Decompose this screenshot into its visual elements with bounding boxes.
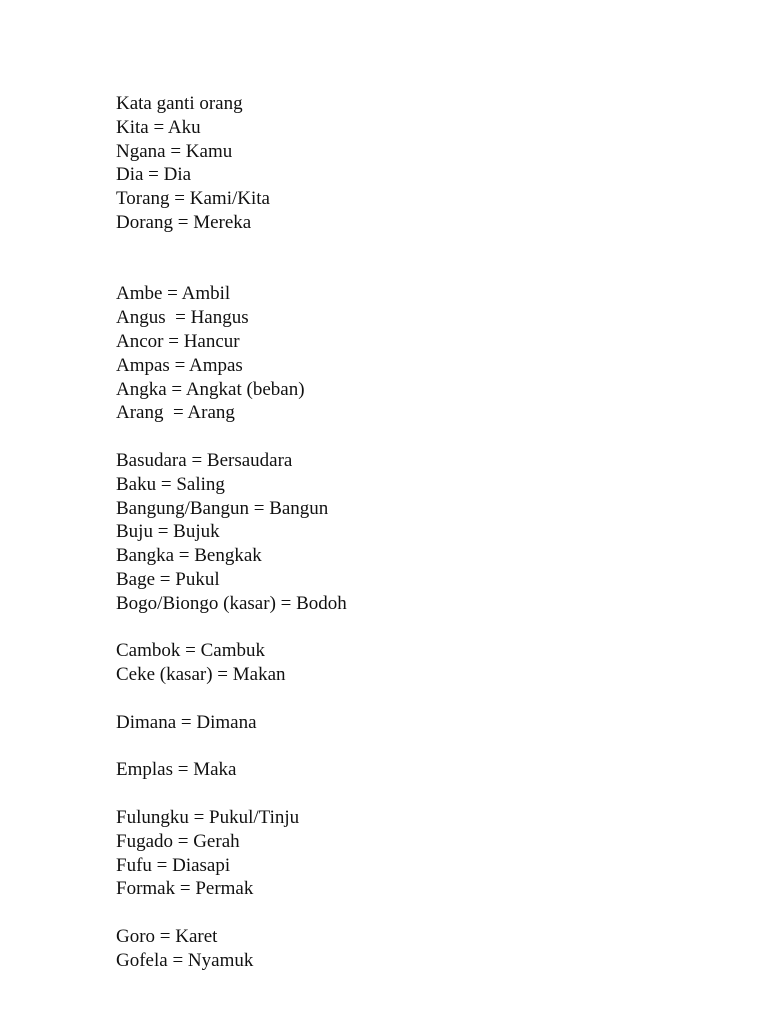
entry: Ancor = Hancur — [116, 330, 240, 352]
entry: Torang = Kami/Kita — [116, 188, 270, 210]
entry: Formak = Permak — [116, 878, 254, 900]
blank-lines — [116, 235, 347, 283]
blank-line — [116, 616, 347, 640]
entry: Bogo/Biongo (kasar) = Bodoh — [116, 592, 347, 614]
section-d — [116, 711, 347, 735]
entry: Goro = Karet — [116, 925, 218, 947]
entry: Kita = Aku — [116, 116, 201, 138]
section-a — [116, 282, 347, 425]
section-c — [116, 639, 347, 687]
entry: Buju = Bujuk — [116, 521, 220, 543]
section-heading: Kata ganti orang — [116, 93, 243, 114]
blank-line — [116, 425, 347, 449]
entry: Arang = Arang — [116, 402, 235, 424]
entry: Ambe = Ambil — [116, 283, 231, 305]
entry: Dia = Dia — [116, 164, 192, 186]
section-pronouns — [116, 92, 347, 235]
entry: Gofela = Nyamuk — [116, 949, 254, 971]
entry: Ngana = Kamu — [116, 140, 233, 162]
blank-line — [116, 901, 347, 925]
entry: Fufu = Diasapi — [116, 854, 231, 876]
entry: Angka = Angkat (beban) — [116, 378, 305, 400]
blank-line — [116, 782, 347, 806]
blank-line — [116, 735, 347, 759]
section-b — [116, 449, 347, 616]
entry: Bangung/Bangun = Bangun — [116, 497, 329, 519]
entry: Angus = Hangus — [116, 307, 249, 329]
entry: Bage = Pukul — [116, 568, 220, 590]
section-f — [116, 806, 347, 901]
entry: Ceke (kasar) = Makan — [116, 664, 286, 686]
entry: Bangka = Bengkak — [116, 545, 262, 567]
document-body — [116, 92, 347, 972]
entry: Basudara = Bersaudara — [116, 449, 293, 471]
entry: Emplas = Maka — [116, 759, 237, 781]
entry: Dimana = Dimana — [116, 711, 257, 733]
blank-line — [116, 687, 347, 711]
entry: Fugado = Gerah — [116, 830, 240, 852]
entry: Fulungku = Pukul/Tinju — [116, 806, 300, 828]
entry: Baku = Saling — [116, 473, 225, 495]
entry: Cambok = Cambuk — [116, 640, 265, 662]
entry: Dorang = Mereka — [116, 211, 252, 233]
section-e — [116, 758, 347, 782]
entry: Ampas = Ampas — [116, 354, 243, 376]
section-g — [116, 925, 347, 973]
